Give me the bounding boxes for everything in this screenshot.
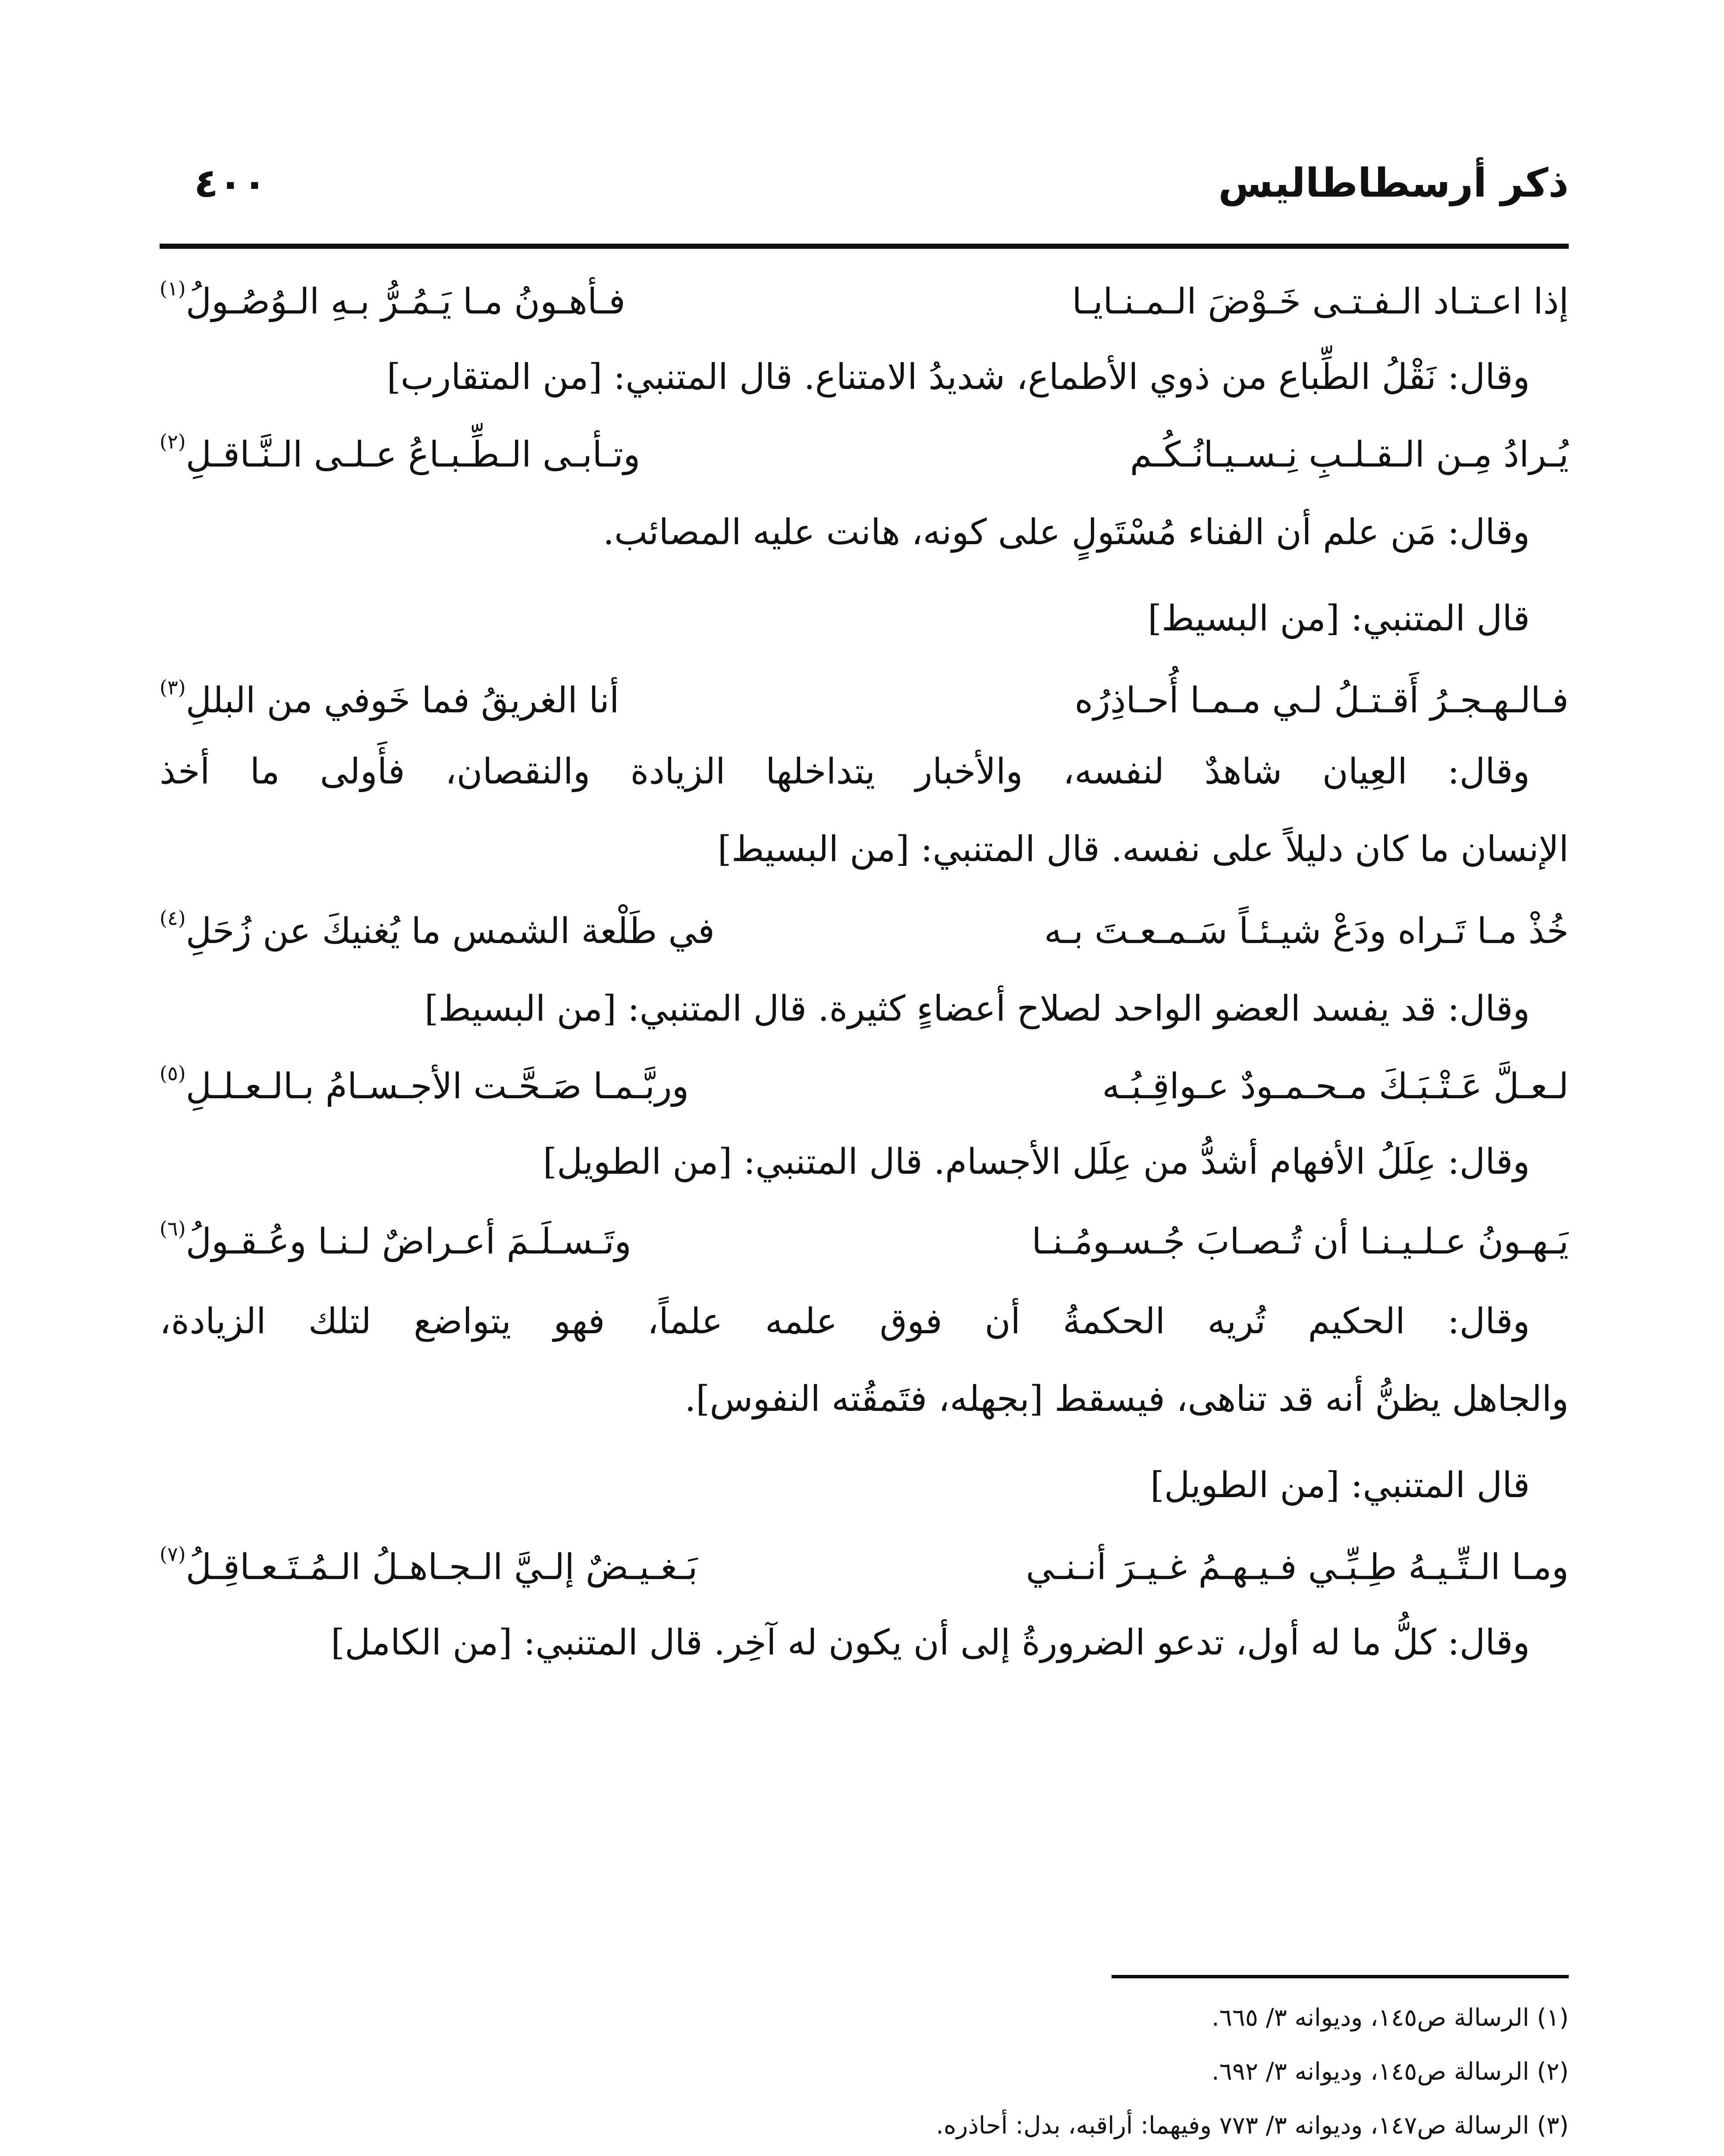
verse-line [160,1048,1569,1125]
verse-first-hemistich: يُـرادُ مِـن الـقـلـبِ نِـسـيـانُـكُـم [1130,434,1569,475]
verse-second-hemistich: وتـأبـى الـطِّـبـاعُ عـلـى الـنَّـاقـلِ [185,434,641,475]
verse-second-hemistich-wrap [160,662,858,740]
prose-line: وقال: مَن علم أن الفناء مُسْتَولٍ على كونه، هانت عليه المصائب. [603,512,1530,553]
footnote-marker: (١) [160,277,186,300]
footnote-marker: (٧) [160,1542,186,1566]
prose-line: والجاهل يظنُّ أنه قد تناهى، فيسقط [بجهله، فتَمقُته النفوس]. [685,1379,1569,1420]
verse-line [160,263,1569,341]
page-number: ٤٠٠ [194,160,267,206]
verse-second-hemistich: فـأهـونُ مـا يَـمُـرُّ بـهِ الـوُصُـولُ [185,281,625,322]
prose-line: قال المتنبي: [من البسيط] [1148,598,1530,639]
footnote: (٣) الرسالة ص١٤٧، وديوانه ٣/ ٧٧٣ وفيهما: أراقبه، بدل: أحاذره. [936,2112,1569,2140]
footnote-marker: (٣) [160,676,186,699]
verse-second-hemistich-wrap [160,263,858,341]
running-head [160,155,1569,211]
verse-first-hemistich: يَـهـونُ عـلـيـنـا أن تُـصـابَ جُـسـومُـنـا [1031,1221,1569,1262]
prose-line: وقال: عِلَلُ الأفهام أشدُّ من عِلَل الأجسام. قال المتنبي: [من الطويل] [543,1141,1530,1182]
verse-first-hemistich: ومـا الـتِّـيـهُ طِـبِّـي فـيـهـمُ غـيـرَ أنـنـي [1026,1547,1569,1588]
prose-line: وقال: قد يفسد العضو الواحد لصلاح أعضاءٍ كثيرة. قال المتنبي: [من البسيط] [424,988,1530,1029]
verse-second-hemistich: وتَـسـلَـمَ أعـراضٌ لـنـا وعُـقـولُ [185,1221,631,1262]
verse-second-hemistich-wrap [160,1048,858,1125]
verse-line [160,416,1569,494]
verse-second-hemistich-wrap [160,416,858,494]
footnote-marker: (٢) [160,430,186,453]
prose-line: وقال: العِيان شاهدٌ لنفسه، والأخبار يتداخلها الزيادة والنقصان، فأَولى ما أخذ [160,751,1530,792]
verse-second-hemistich-wrap [160,1529,858,1606]
verse-line [160,1529,1569,1606]
verse-second-hemistich: أنا الغريقُ فما خَوفي من البللِ [185,680,619,721]
footnote [160,2154,1569,2156]
footnote: (٢) الرسالة ص١٤٥، وديوانه ٣/ ٦٩٢. [1211,2058,1569,2086]
verse-second-hemistich: في طَلْعة الشمس ما يُغنيكَ عن زُحَلِ [185,911,715,952]
verse-first-hemistich: لـعـلَّ عَـتْـبَـكَ مـحـمـودٌ عـواقِـبُـه [1102,1066,1569,1107]
verse-line [160,893,1569,970]
prose-line: الإنسان ما كان دليلاً على نفسه. قال المتنبي: [من البسيط] [717,829,1569,870]
verse-first-hemistich: إذا اعـتـاد الـفـتـى خَـوْضَ الـمـنـايـا [1072,281,1569,322]
prose-line: وقال: الحكيم تُريه الحكمةُ أن فوق علمه علماً، فهو يتواضع لتلك الزيادة، [160,1301,1530,1342]
prose-line: وقال: نَقْلُ الطِّباع من ذوي الأطماع، شديدُ الامتناع. قال المتنبي: [من المتقارب] [386,357,1530,398]
verse-second-hemistich: بَـغـيـضٌ إلـيَّ الـجـاهـلُ الـمُـتَـعـاقِـلُ [185,1547,698,1588]
verse-second-hemistich-wrap [160,893,858,970]
prose-line: قال المتنبي: [من الطويل] [1150,1465,1530,1506]
verse-first-hemistich: خُذْ مـا تَـراه ودَعْ شيـئـاً سَـمـعـتَ بـه [1044,911,1569,952]
verse-first-hemistich: فـالـهـجـرُ أَقـتـلُ لـي مـمـا أُحـاذِرُه [1074,680,1569,721]
header-rule [160,244,1569,249]
verse-second-hemistich-wrap [160,1203,858,1281]
verse-line [160,1203,1569,1281]
footnote-marker: (٥) [160,1062,186,1085]
prose-line: وقال: كلُّ ما له أول، تدعو الضرورةُ إلى أن يكون له آخِر. قال المتنبي: [من الكامل] [331,1622,1530,1663]
footnote-marker: (٤) [160,906,186,930]
verse-second-hemistich: وربَّـمـا صَـحَّـت الأجـسـامُ بـالـعـلـلِ [185,1066,689,1107]
footnote-rule [1112,1975,1569,1978]
running-head-title: ذكر أرسطاطاليس [1218,160,1569,206]
footnote-marker: (٦) [160,1217,186,1240]
footnote: (١) الرسالة ص١٤٥، وديوانه ٣/ ٦٦٥. [1211,2004,1569,2032]
verse-line [160,662,1569,740]
